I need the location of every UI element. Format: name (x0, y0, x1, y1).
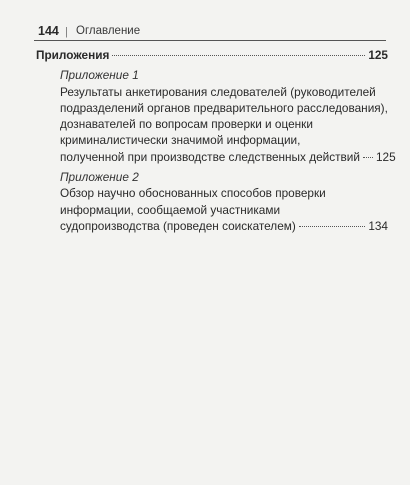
toc-entry-page: 125 (368, 48, 388, 62)
entry-text-line: Результаты анкетирования следователей (руководителей (60, 84, 376, 99)
toc-entry-appendices[interactable] (36, 47, 388, 63)
entry-text-line: дознавателей по вопросам проверки и оценки (60, 117, 313, 132)
entry-text-line: информации, сообщаемой участниками (60, 202, 281, 217)
toc-entry-label: Приложения (36, 48, 110, 62)
entry-text-line: Обзор научно обоснованных способов проверки (60, 186, 326, 201)
toc-entry-appendix-2[interactable] (36, 169, 388, 234)
appendix-label: Приложение 2 (60, 170, 139, 185)
dot-leader (112, 55, 365, 56)
header-rule (34, 40, 386, 41)
appendix-label: Приложение 1 (60, 68, 139, 83)
entry-text-line: подразделений органов предварительного расследования), (60, 100, 388, 115)
dot-leader (299, 226, 366, 227)
header-title: Оглавление (76, 25, 141, 37)
table-of-contents (36, 47, 396, 234)
entry-text-line: полученной при производстве следственных действий (60, 149, 360, 164)
toc-entry-page: 134 (368, 218, 388, 233)
entry-text-line: криминалистически значимой информации, (60, 133, 301, 148)
header-separator: | (65, 26, 68, 38)
toc-entry-page: 125 (376, 149, 396, 164)
toc-entry-appendix-1[interactable] (36, 67, 396, 165)
dot-leader (363, 157, 373, 158)
entry-text-line: судопроизводства (проведен соискателем) (60, 218, 296, 233)
page-number: 144 (38, 24, 59, 38)
